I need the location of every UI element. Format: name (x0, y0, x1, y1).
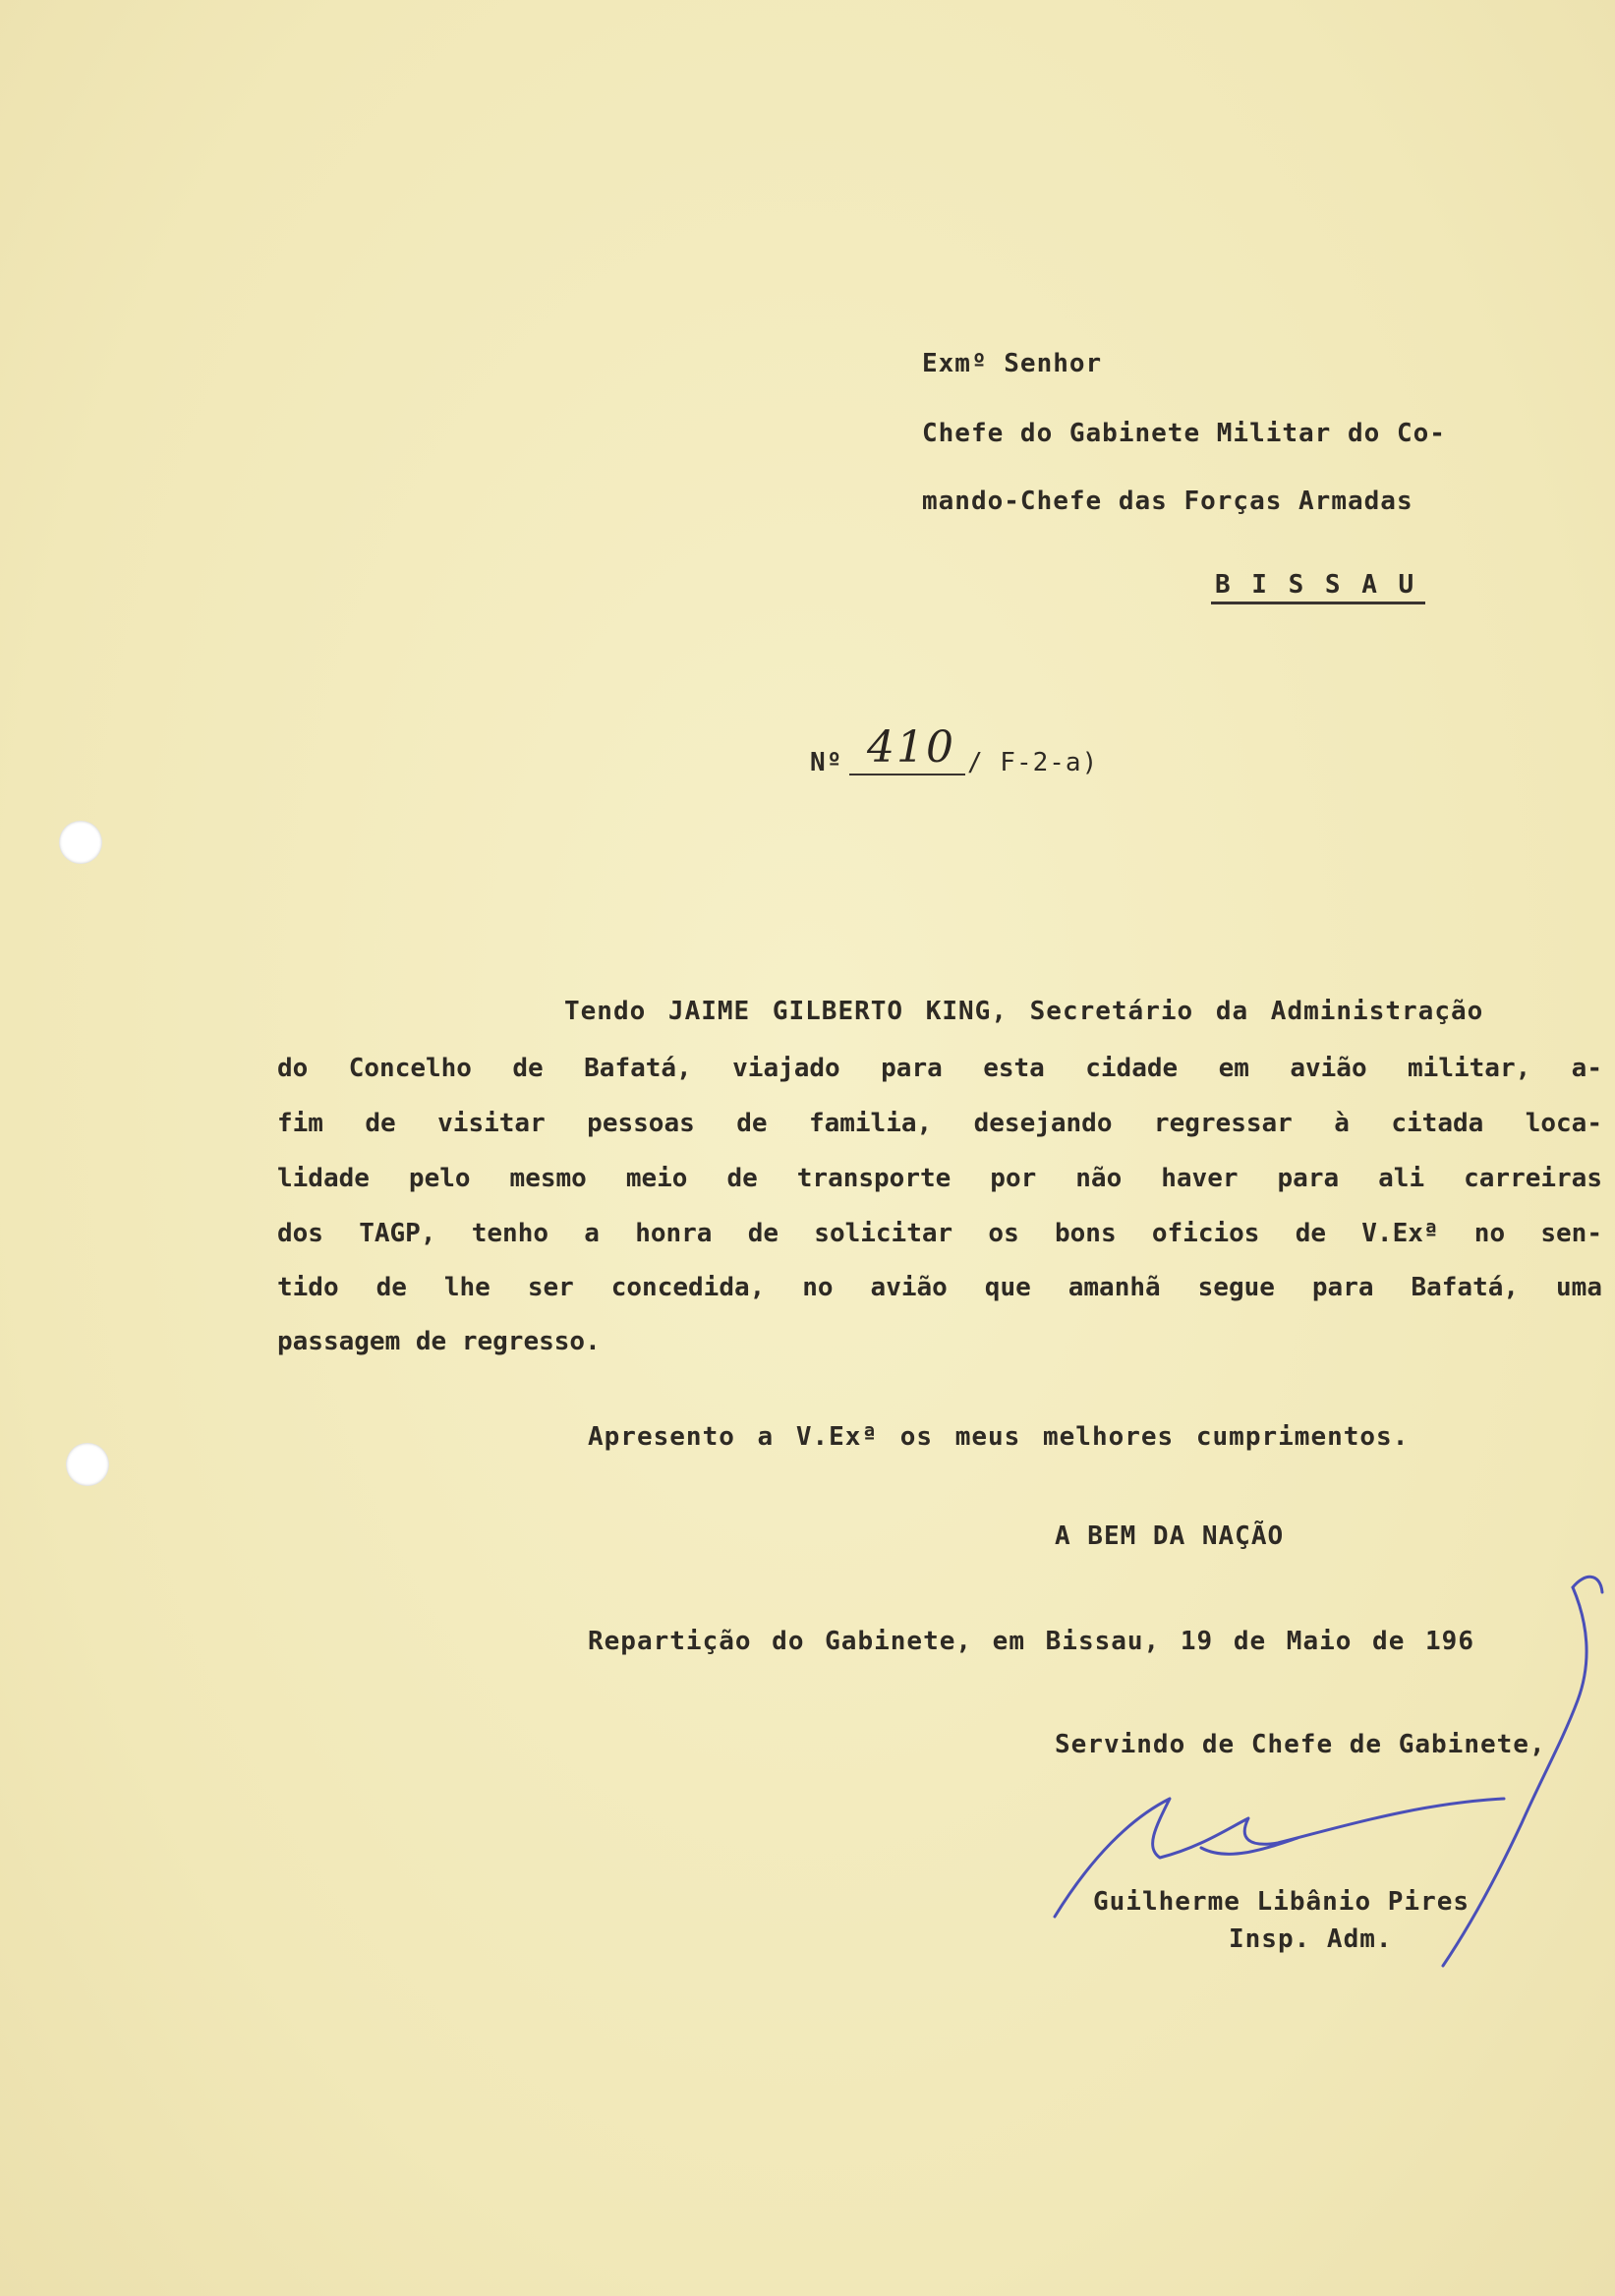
paragraph-line-5: dos TAGP, tenho a honra de solicitar os bons oficios de V.Exª no sen- (277, 1219, 1602, 1248)
paragraph-line-1: Tendo JAIME GILBERTO KING, Secretário da Administração (564, 997, 1484, 1026)
reference-prefix: Nº (810, 748, 843, 777)
paragraph-line-6: tido de lhe ser concedida, no avião que amanhã segue para Bafatá, uma (277, 1273, 1602, 1302)
addressee-salutation: Exmº Senhor (922, 349, 1103, 378)
signatory-title: Insp. Adm. (1229, 1924, 1393, 1954)
reference-suffix: / F-2-a) (967, 748, 1099, 777)
addressee-line-2: Chefe do Gabinete Militar do Co- (922, 419, 1446, 448)
paragraph-line-2: do Concelho de Bafatá, viajado para esta cidade em avião militar, a- (277, 1054, 1602, 1083)
signatory-name: Guilherme Libânio Pires (1093, 1887, 1471, 1917)
paragraph-line-3: fim de visitar pessoas de familia, desejando regressar à citada loca- (277, 1109, 1602, 1138)
paragraph-line-4: lidade pelo mesmo meio de transporte por não haver para ali carreiras (277, 1164, 1602, 1193)
addressee-line-3: mando-Chefe das Forças Armadas (922, 487, 1413, 516)
closing-motto: A BEM DA NAÇÃO (1055, 1521, 1285, 1551)
signature-stroke-hook (1573, 1577, 1602, 1592)
greeting-line: Apresento a V.Exª os meus melhores cumprimentos. (588, 1422, 1410, 1452)
addressee-city: B I S S A U (1215, 570, 1417, 600)
signature-stroke-vertical (1443, 1587, 1586, 1966)
paragraph-line-7: passagem de regresso. (277, 1327, 601, 1356)
closing-place-date: Repartição do Gabinete, em Bissau, 19 de Maio de 196 (588, 1627, 1474, 1656)
signature-stroke-main (1055, 1799, 1504, 1917)
reference-number: 410 (867, 722, 955, 773)
closing-role: Servindo de Chefe de Gabinete, (1055, 1730, 1546, 1759)
